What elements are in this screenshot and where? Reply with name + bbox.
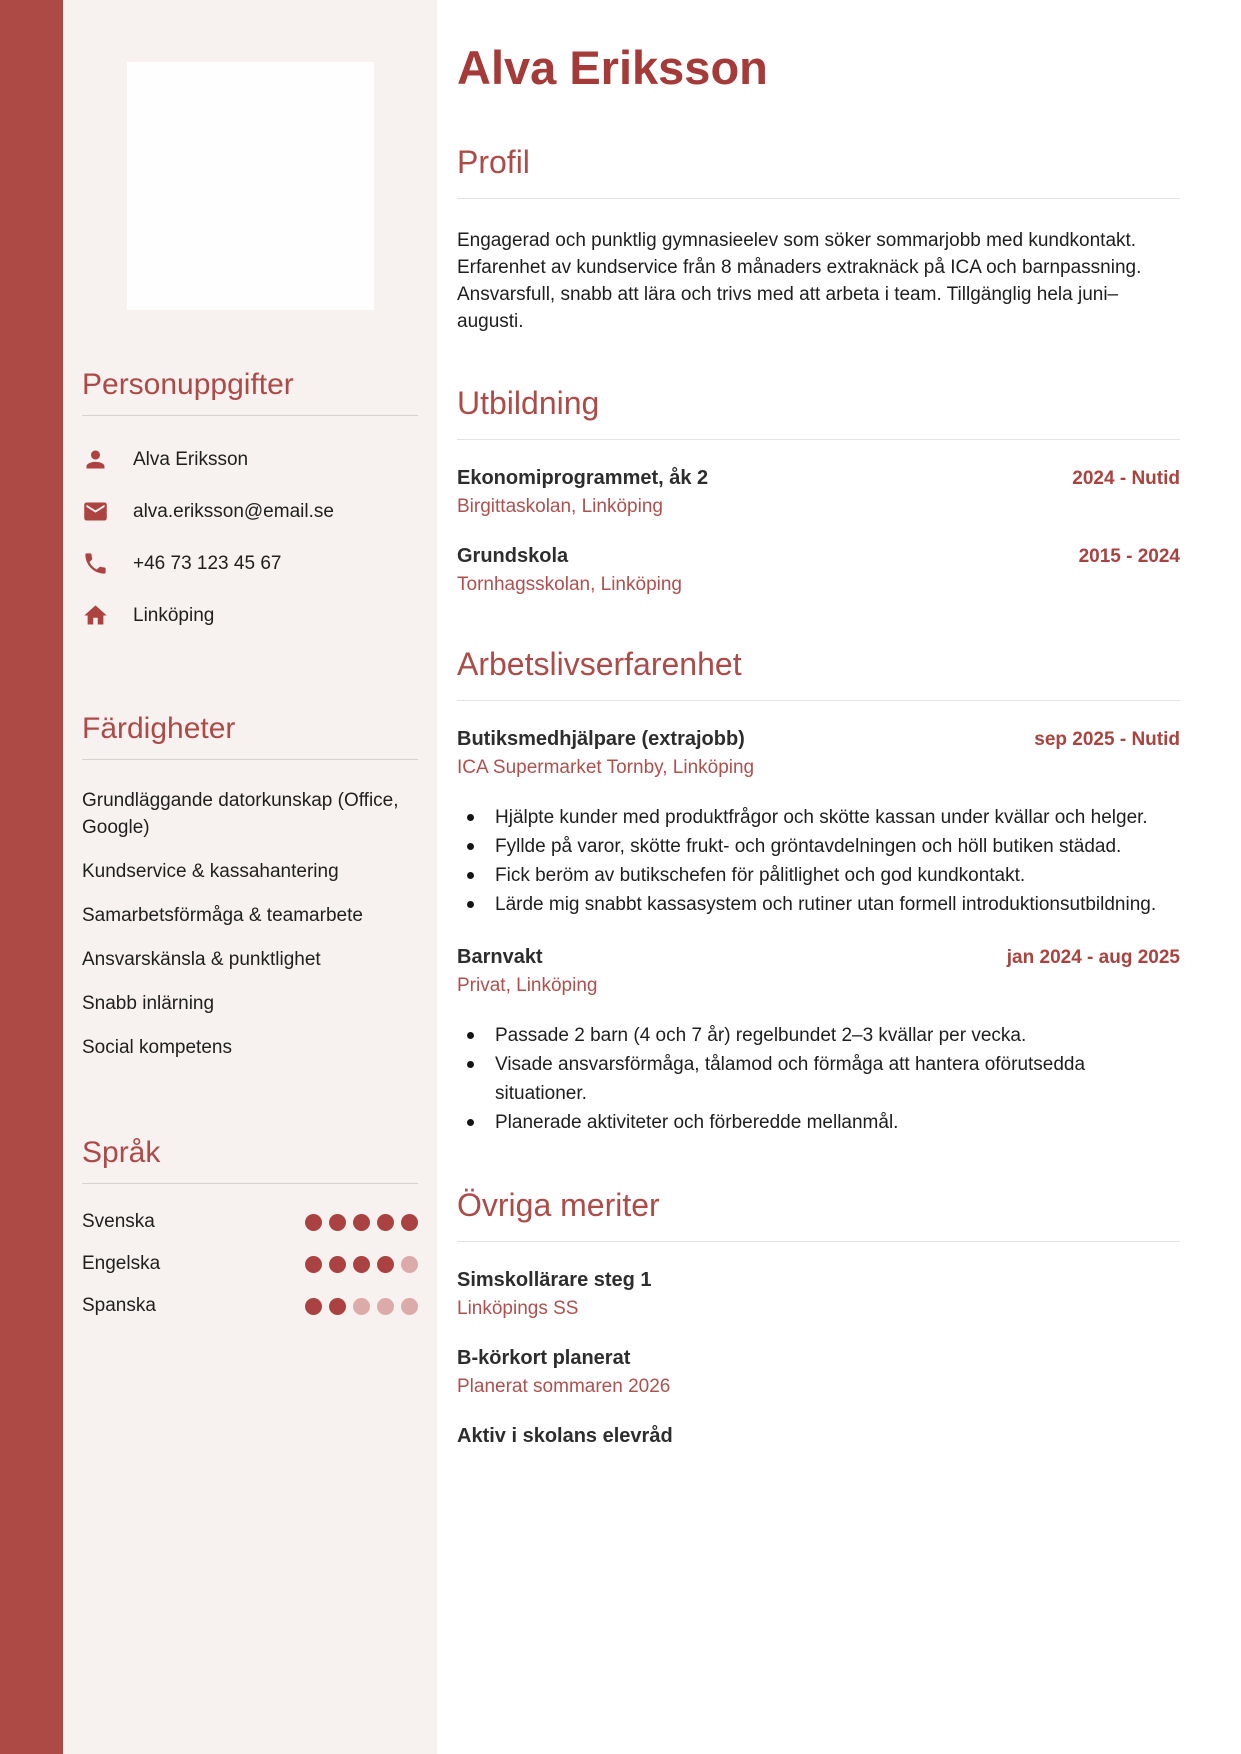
level-dot-filled (305, 1298, 322, 1315)
profile-photo-placeholder (127, 62, 374, 310)
level-dot-filled (329, 1298, 346, 1315)
level-dot-filled (305, 1256, 322, 1273)
language-row (82, 1211, 418, 1233)
education-entry (457, 545, 1180, 596)
contact-item-label: +46 73 123 45 67 (133, 552, 282, 574)
skills-section (82, 654, 418, 1061)
language-label: Spanska (82, 1295, 156, 1316)
profile-text: Engagerad och punktlig gymnasieelev som söker sommarjobb med kundkontakt. Erfarenhet av kundservice från 8 månaders extraknäck på ICA och barnpassning. Ansvarsfull, snabb att lära och trivs med att arbeta i team. Tillgänglig hela juni–augusti. (457, 230, 1142, 332)
contact-item-email (82, 498, 418, 525)
experience-title: Barnvakt (457, 946, 543, 968)
skill-item: Social kompetens (82, 1037, 232, 1058)
sidebar-heading-fardigheter: Färdigheter (82, 654, 418, 760)
level-dot-filled (377, 1256, 394, 1273)
sidebar-heading-sprak: Språk (82, 1078, 418, 1184)
language-row (82, 1253, 418, 1275)
experience-org: Privat, Linköping (457, 975, 598, 996)
contact-item-label: Linköping (133, 604, 215, 626)
language-label: Svenska (82, 1211, 155, 1232)
level-dot-filled (401, 1214, 418, 1231)
bullet-item: Fick beröm av butikschefen för pålitlighet och god kundkontakt. (457, 861, 1180, 890)
level-dot-filled (329, 1214, 346, 1231)
skill-item: Kundservice & kassahantering (82, 861, 339, 882)
phone-icon (82, 550, 109, 577)
education-title: Grundskola (457, 545, 569, 567)
section-heading-utbildning: Utbildning (457, 385, 1180, 440)
entry-head (457, 946, 1180, 969)
merit-org: Linköpings SS (457, 1298, 579, 1319)
merit-entry (457, 1425, 1180, 1448)
education-org: Tornhagsskolan, Linköping (457, 574, 682, 595)
bullet-item: Passade 2 barn (4 och 7 år) regelbundet 2–3 kvällar per vecka. (457, 1021, 1180, 1050)
bullet-item: Lärde mig snabbt kassasystem och rutiner utan formell introduktionsutbildning. (457, 890, 1180, 919)
merit-title: B-körkort planerat (457, 1347, 631, 1369)
experience-period: jan 2024 - aug 2025 (1006, 947, 1180, 968)
contact-item-name (82, 446, 418, 473)
main-content (437, 0, 1241, 1754)
merit-org: Planerat sommaren 2026 (457, 1376, 671, 1397)
merit-entry (457, 1347, 1180, 1398)
language-level-dots (305, 1298, 418, 1315)
contact-list (82, 446, 418, 629)
entry-head (457, 1269, 1180, 1292)
merit-title: Aktiv i skolans elevråd (457, 1425, 673, 1447)
level-dot-filled (353, 1214, 370, 1231)
language-row (82, 1295, 418, 1317)
experience-entry (457, 728, 1180, 919)
level-dot-filled (353, 1256, 370, 1273)
experience-bullet-list (457, 803, 1180, 919)
experience-period: sep 2025 - Nutid (1034, 729, 1180, 750)
level-dot-filled (377, 1214, 394, 1231)
section-arbetslivserfarenhet (457, 646, 1180, 1137)
experience-title: Butiksmedhjälpare (extrajobb) (457, 728, 745, 750)
section-heading-profil: Profil (457, 144, 1180, 199)
entry-head (457, 467, 1180, 490)
skill-item: Samarbetsförmåga & teamarbete (82, 905, 363, 926)
skill-list (82, 787, 418, 1061)
language-list (82, 1211, 418, 1317)
entry-head (457, 1347, 1180, 1370)
person-icon (82, 446, 109, 473)
contact-item-label: alva.eriksson@email.se (133, 500, 334, 522)
contact-section (82, 310, 418, 629)
language-label: Engelska (82, 1253, 161, 1274)
experience-bullet-list (457, 1021, 1180, 1137)
sidebar-heading-personuppgifter: Personuppgifter (82, 310, 418, 416)
entry-head (457, 728, 1180, 751)
level-dot-filled (305, 1214, 322, 1231)
bullet-item: Hjälpte kunder med produktfrågor och skötte kassan under kvällar och helger. (457, 803, 1180, 832)
level-dot-empty (377, 1298, 394, 1315)
bullet-item: Fyllde på varor, skötte frukt- och gröntavdelningen och höll butiken städad. (457, 832, 1180, 861)
home-icon (82, 602, 109, 629)
contact-item-label: Alva Eriksson (133, 448, 249, 470)
section-ovriga-meriter (457, 1187, 1180, 1448)
page-title-name: Alva Eriksson (457, 41, 768, 94)
level-dot-empty (401, 1256, 418, 1273)
section-utbildning (457, 385, 1180, 596)
language-level-dots (305, 1256, 418, 1273)
level-dot-filled (329, 1256, 346, 1273)
education-entry (457, 467, 1180, 518)
education-period: 2024 - Nutid (1072, 468, 1180, 489)
bullet-item: Planerade aktiviteter och förberedde mellanmål. (457, 1108, 1180, 1137)
section-heading-arbetslivserfarenhet: Arbetslivserfarenhet (457, 646, 1180, 701)
level-dot-empty (353, 1298, 370, 1315)
languages-section (82, 1078, 418, 1317)
sidebar (63, 0, 437, 1754)
section-heading-ovriga-meriter: Övriga meriter (457, 1187, 1180, 1242)
section-profil (457, 144, 1180, 335)
contact-item-phone (82, 550, 418, 577)
skill-item: Ansvarskänsla & punktlighet (82, 949, 321, 970)
merit-title: Simskollärare steg 1 (457, 1269, 652, 1291)
education-period: 2015 - 2024 (1078, 546, 1180, 567)
entry-head (457, 1425, 1180, 1448)
email-icon (82, 498, 109, 525)
entry-head (457, 545, 1180, 568)
experience-entry (457, 946, 1180, 1137)
skill-item: Grundläggande datorkunskap (Office, Google) (82, 790, 399, 838)
contact-item-location (82, 602, 418, 629)
left-accent-stripe (0, 0, 63, 1754)
language-level-dots (305, 1214, 418, 1231)
bullet-item: Visade ansvarsförmåga, tålamod och förmåga att hantera oförutsedda situationer. (457, 1050, 1180, 1108)
merit-entry (457, 1269, 1180, 1320)
education-org: Birgittaskolan, Linköping (457, 496, 663, 517)
experience-org: ICA Supermarket Tornby, Linköping (457, 757, 755, 778)
skill-item: Snabb inlärning (82, 993, 215, 1014)
education-title: Ekonomiprogrammet, åk 2 (457, 467, 709, 489)
level-dot-empty (401, 1298, 418, 1315)
